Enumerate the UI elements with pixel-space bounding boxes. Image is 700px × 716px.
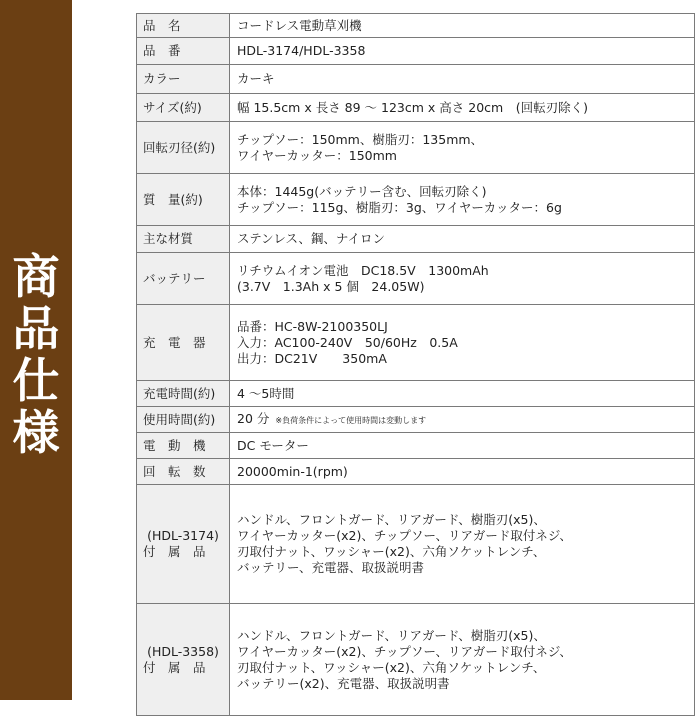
- spec-row-accessories-3174: [137, 485, 695, 604]
- row-value: 4 ～5時間: [230, 381, 695, 407]
- spec-row-usage-time: [137, 407, 695, 433]
- row-label: 品 番: [137, 38, 230, 65]
- row-label: 質 量(約): [137, 174, 230, 226]
- row-value: DC モーター: [230, 433, 695, 459]
- row-label: バッテリー: [137, 253, 230, 305]
- row-value: 品番：HC-8W-2100350LJ 入力：AC100-240V 50/60Hz 0.5A 出力：DC21V 350mA: [230, 305, 695, 381]
- spec-row-color: [137, 65, 695, 94]
- row-label: 主な材質: [137, 226, 230, 253]
- spec-row-blade-diameter: [137, 122, 695, 174]
- spec-row-rotation-speed: [137, 459, 695, 485]
- row-value: ハンドル、フロントガード、リアガード、樹脂刃(x5)、 ワイヤーカッター(x2)、チップソー、リアガード取付ネジ、 刃取付ナット、ワッシャー(x2)、六角ソケットレンチ、 バッテリー、充電器、取扱説明書: [230, 485, 695, 604]
- row-value: 幅 15.5cm x 長さ 89 ～ 123cm x 高さ 20cm (回転刃除く): [230, 94, 695, 122]
- row-value: 本体：1445g(バッテリー含む、回転刃除く) チップソー：115g、樹脂刃：3g、ワイヤーカッター：6g: [230, 174, 695, 226]
- row-value: チップソー：150mm、樹脂刃：135mm、 ワイヤーカッター：150mm: [230, 122, 695, 174]
- spec-row-charge-time: [137, 381, 695, 407]
- spec-row-charger: [137, 305, 695, 381]
- side-title-char: 品: [12, 302, 60, 357]
- spec-row-size: [137, 94, 695, 122]
- row-value: コードレス電動草刈機: [230, 14, 695, 38]
- spec-row-battery: [137, 253, 695, 305]
- row-value: ハンドル、フロントガード、リアガード、樹脂刃(x5)、 ワイヤーカッター(x2)、チップソー、リアガード取付ネジ、 刃取付ナット、ワッシャー(x2)、六角ソケットレンチ、 バッテリー(x2)、充電器、取扱説明書: [230, 604, 695, 716]
- row-label: カラー: [137, 65, 230, 94]
- spec-row-material: [137, 226, 695, 253]
- row-label: 回 転 数: [137, 459, 230, 485]
- row-label: 使用時間(約): [137, 407, 230, 433]
- row-label: 回転刃径(約): [137, 122, 230, 174]
- row-label: 品 名: [137, 14, 230, 38]
- row-value: ステンレス、鋼、ナイロン: [230, 226, 695, 253]
- spec-row-accessories-3358: [137, 604, 695, 716]
- row-label: (HDL-3358) 付 属 品: [137, 604, 230, 716]
- usage-note: ※負荷条件によって使用時間は変動します: [275, 415, 427, 425]
- side-title-char: 様: [12, 406, 60, 461]
- side-title-char: 商: [12, 250, 60, 305]
- row-value: 20000min-1(rpm): [230, 459, 695, 485]
- row-label: (HDL-3174) 付 属 品: [137, 485, 230, 604]
- row-label: 充 電 器: [137, 305, 230, 381]
- row-label: サイズ(約): [137, 94, 230, 122]
- side-title: [0, 252, 72, 460]
- row-label: 電 動 機: [137, 433, 230, 459]
- spec-row-weight: [137, 174, 695, 226]
- spec-table: [136, 13, 695, 716]
- row-label: 充電時間(約): [137, 381, 230, 407]
- row-value: HDL-3174/HDL-3358: [230, 38, 695, 65]
- row-value: 20 分 ※負荷条件によって使用時間は変動します: [230, 407, 695, 433]
- row-value: カーキ: [230, 65, 695, 94]
- spec-row-motor: [137, 433, 695, 459]
- spec-row-product-name: [137, 14, 695, 38]
- side-title-char: 仕: [12, 354, 60, 409]
- spec-row-product-number: [137, 38, 695, 65]
- row-value: リチウムイオン電池 DC18.5V 1300mAh (3.7V 1.3Ah x 5 個 24.05W): [230, 253, 695, 305]
